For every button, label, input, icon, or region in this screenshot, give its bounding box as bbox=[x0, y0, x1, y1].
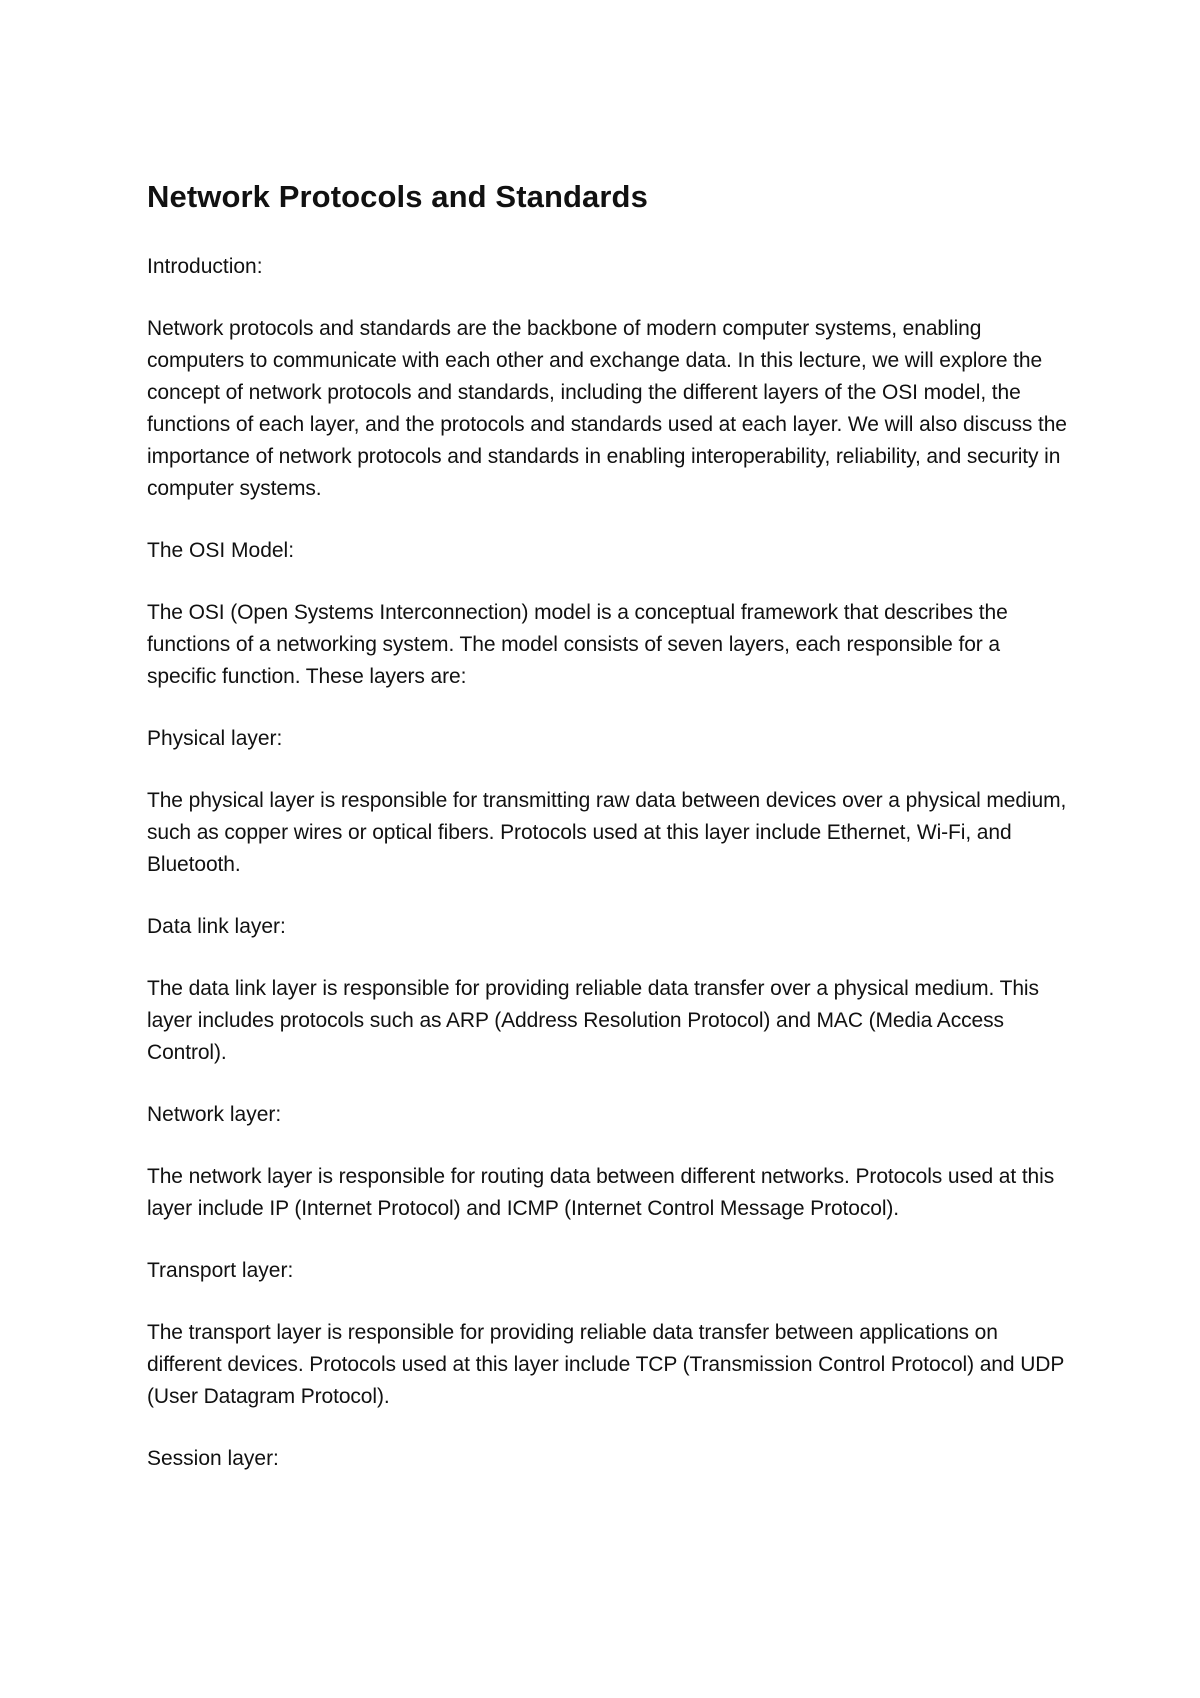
paragraph-osi-model: The OSI (Open Systems Interconnection) model is a conceptual framework that describes the functions of a networking system. The model consists of seven layers, each responsible for a specific function. These layers are: bbox=[147, 600, 1008, 688]
document-body bbox=[147, 178, 1067, 1505]
paragraph-data-link-layer: The data link layer is responsible for providing reliable data transfer over a physical medium. This layer includes protocols such as ARP (Address Resolution Protocol) and MAC (Media Access Control). bbox=[147, 976, 1039, 1064]
document-title: Network Protocols and Standards bbox=[147, 179, 648, 214]
section-heading-network-layer: Network layer: bbox=[147, 1102, 282, 1126]
section-heading-session-layer: Session layer: bbox=[147, 1446, 279, 1470]
section-heading-physical-layer: Physical layer: bbox=[147, 726, 283, 750]
section-heading-data-link-layer: Data link layer: bbox=[147, 914, 286, 938]
paragraph-introduction: Network protocols and standards are the backbone of modern computer systems, enabling computers to communicate with each other and exchange data. In this lecture, we will explore the concept of network protocols and standards, including the different layers of the OSI model, the functions of each layer, and the protocols and standards used at each layer. We will also discuss the importance of network protocols and standards in enabling interoperability, reliability, and security in computer systems. bbox=[147, 316, 1067, 500]
paragraph-transport-layer: The transport layer is responsible for providing reliable data transfer between applications on different devices. Protocols used at this layer include TCP (Transmission Control Protocol) and UDP (User Datagram Protocol). bbox=[147, 1320, 1064, 1408]
section-heading-osi-model: The OSI Model: bbox=[147, 538, 295, 562]
section-heading-introduction: Introduction: bbox=[147, 254, 263, 278]
section-heading-transport-layer: Transport layer: bbox=[147, 1258, 294, 1282]
paragraph-physical-layer: The physical layer is responsible for transmitting raw data between devices over a physical medium, such as copper wires or optical fibers. Protocols used at this layer include Ethernet, Wi-Fi, and Bluetooth. bbox=[147, 788, 1067, 876]
paragraph-network-layer: The network layer is responsible for routing data between different networks. Protocols used at this layer include IP (Internet Protocol) and ICMP (Internet Control Message Protocol). bbox=[147, 1164, 1055, 1220]
